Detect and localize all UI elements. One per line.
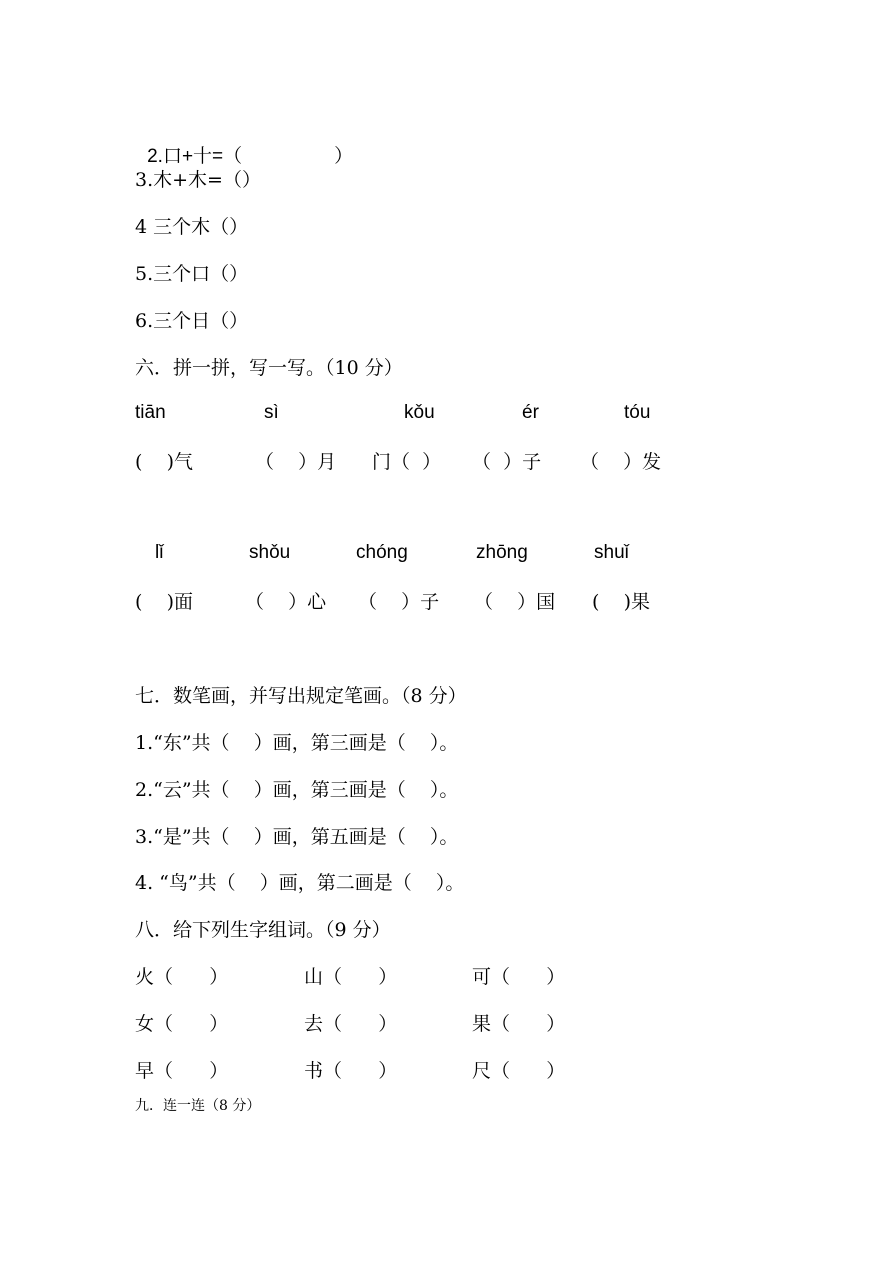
pinyin-kou: kǒu (404, 402, 435, 423)
blank-zhongguo: （ ）国 (474, 591, 556, 613)
pinyin-si: sì (264, 402, 279, 423)
section7-title: 七．数笔画，并写出规定笔画。（8 分） (135, 685, 467, 707)
section5-item-1: 2.口+十=（ ） (147, 145, 354, 167)
blank-menkou: 门（ ） (372, 451, 442, 473)
blank-shouxin: （ ）心 (245, 591, 327, 613)
word-huo: 火（ ） (135, 966, 229, 988)
pinyin-shui: shuǐ (594, 542, 629, 563)
blank-tianqi: ( )气 (135, 451, 193, 473)
pinyin-er: ér (522, 402, 539, 423)
blank-limian: ( )面 (135, 591, 193, 613)
section7-item-1: 1.“东”共（ ）画，第三画是（ ）。 (135, 732, 459, 754)
blank-erzi: （ ）子 (472, 451, 542, 473)
word-ke: 可（ ） (472, 966, 566, 988)
blank-chongzi: （ ）子 (358, 591, 440, 613)
blank-toufa: （ ）发 (580, 451, 662, 473)
section5-item-2: 3.木+木=（） (135, 169, 261, 191)
word-shan: 山（ ） (304, 966, 398, 988)
section7-item-2: 2.“云”共（ ）画，第三画是（ ）。 (135, 779, 459, 801)
section9-title: 九．连一连（8 分） (135, 1098, 261, 1114)
pinyin-zhong: zhōng (476, 542, 528, 563)
word-shu: 书（ ） (304, 1060, 398, 1082)
pinyin-tian: tiān (135, 402, 166, 423)
pinyin-li: lǐ (155, 542, 164, 563)
pinyin-chong: chóng (356, 542, 408, 563)
word-qu: 去（ ） (304, 1013, 398, 1035)
section7-item-3: 3.“是”共（ ）画，第五画是（ ）。 (135, 826, 459, 848)
section8-title: 八．给下列生字组词。（9 分） (135, 919, 391, 941)
pinyin-shou: shǒu (249, 542, 291, 563)
pinyin-tou: tóu (624, 402, 651, 423)
word-chi: 尺（ ） (472, 1060, 566, 1082)
word-guo: 果（ ） (472, 1013, 566, 1035)
section7-item-4: 4. “鸟”共（ ）画，第二画是（ ）。 (135, 872, 465, 894)
word-nv: 女（ ） (135, 1013, 229, 1035)
blank-siyue: （ ）月 (255, 451, 337, 473)
word-zao: 早（ ） (135, 1060, 229, 1082)
section5-item-5: 6.三个日（） (135, 310, 249, 332)
section5-item-3: 4 三个木（） (135, 216, 249, 238)
section5-item-4: 5.三个口（） (135, 263, 249, 285)
blank-shuiguo: ( )果 (592, 591, 650, 613)
section6-title: 六．拼一拼，写一写。（10 分） (135, 357, 403, 379)
